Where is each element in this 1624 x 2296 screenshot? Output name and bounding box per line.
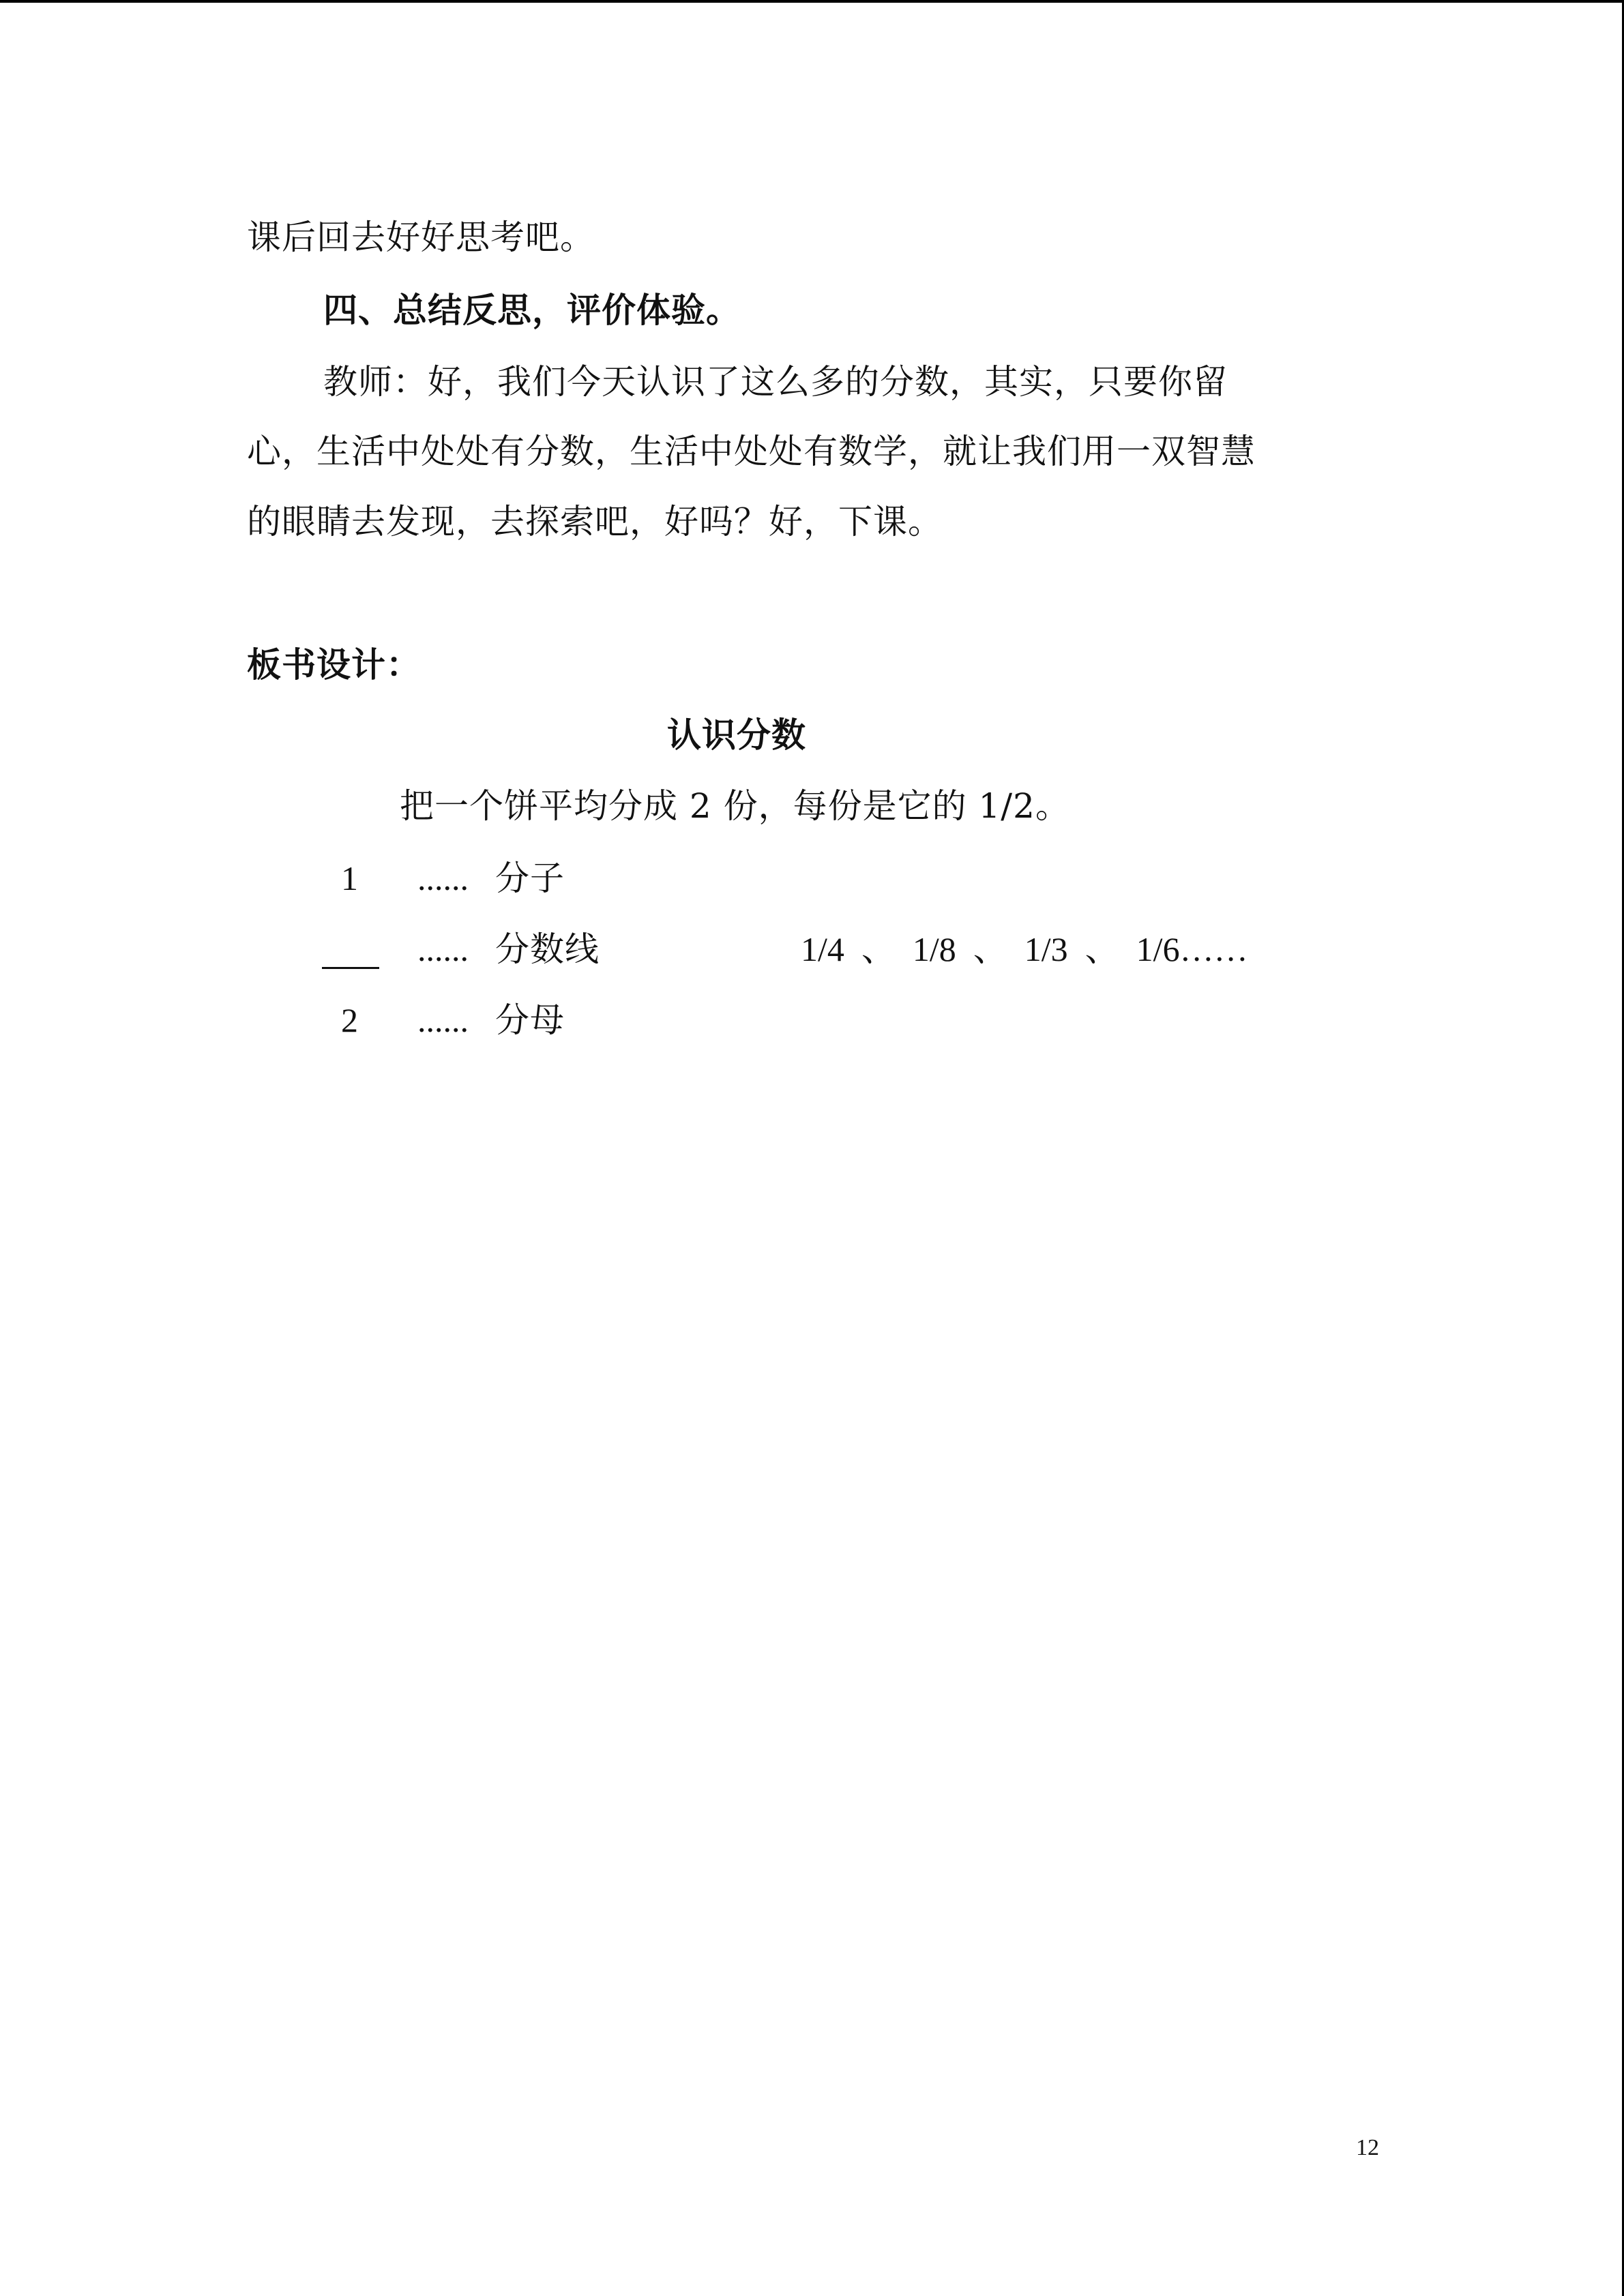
top-border <box>0 0 1624 3</box>
board-title: 认识分数 <box>667 715 806 755</box>
board-design-label: 板书设计： <box>247 644 421 685</box>
paragraph-closing: 课后回去好好思考吧。 <box>247 218 595 257</box>
teacher-line-3: 的眼睛去发现，去探索吧，好吗？好，下课。 <box>247 502 943 541</box>
fraction-line-label: 分数线 <box>495 929 600 969</box>
teacher-line-2: 心，生活中处处有分数，生活中处处有数学，就让我们用一双智慧 <box>247 432 1256 471</box>
fraction-examples: 1/4 、 1/8 、 1/3 、 1/6…… <box>801 930 1248 968</box>
board-sentence: 把一个饼平均分成 2 份，每份是它的 1/2。 <box>400 786 1070 826</box>
teacher-line-1: 教师：好，我们今天认识了这么多的分数，其实，只要你留 <box>323 362 1228 402</box>
numerator-dots: ...... <box>417 859 469 897</box>
numerator-label: 分子 <box>495 859 565 898</box>
fraction-bar <box>322 967 379 969</box>
section-heading-summary: 四、总结反思，评价体验。 <box>323 290 741 330</box>
denominator-value: 2 <box>341 1001 358 1039</box>
page-number: 12 <box>1356 2135 1379 2160</box>
fraction-line-dots: ...... <box>417 930 469 968</box>
numerator-value: 1 <box>341 859 358 897</box>
denominator-label: 分母 <box>495 1000 565 1040</box>
denominator-dots: ...... <box>417 1001 469 1039</box>
